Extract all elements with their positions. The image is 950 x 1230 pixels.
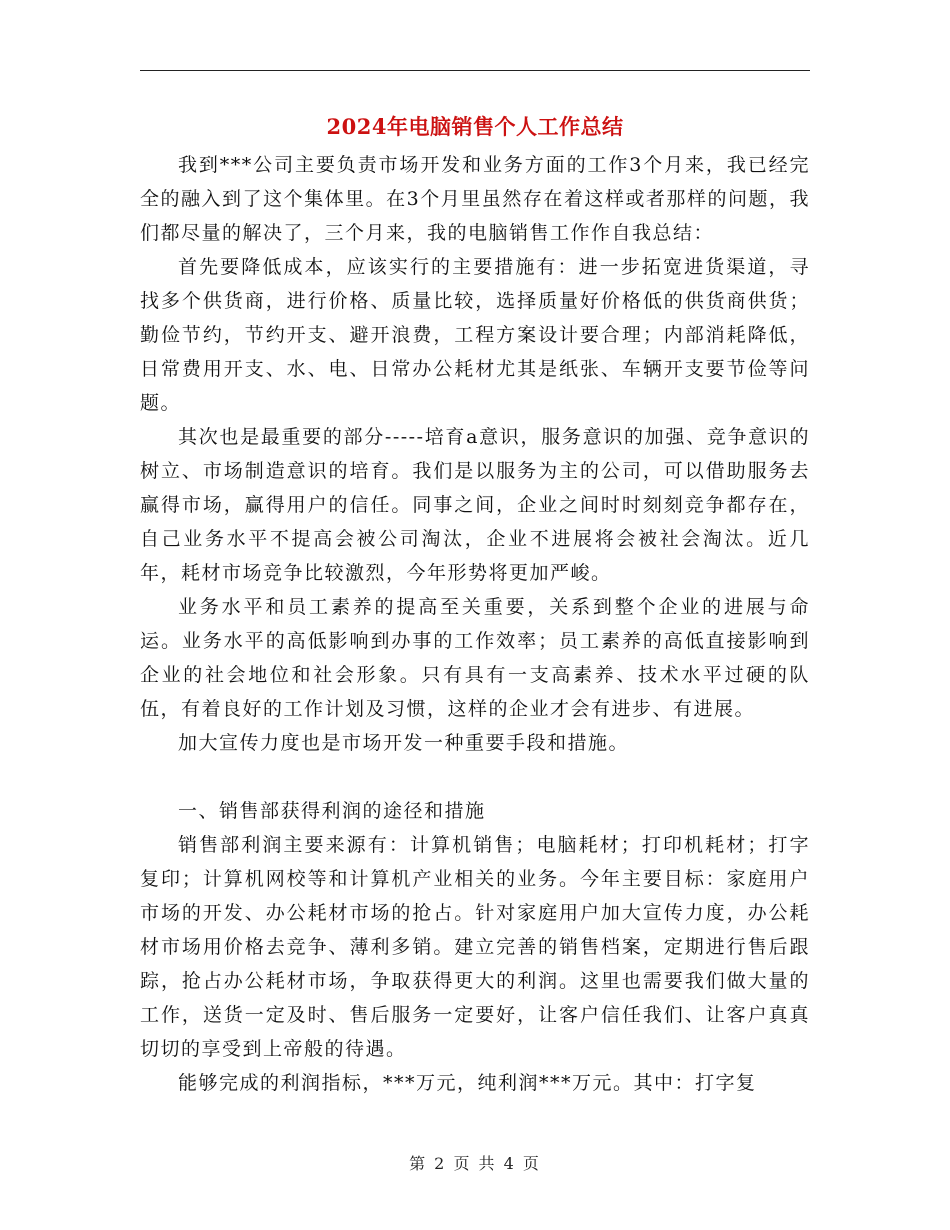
paragraph-publicity: 加大宣传力度也是市场开发一种重要手段和措施。 (178, 732, 630, 754)
page-number-footer: 第 2 页 共 4 页 (409, 1154, 541, 1173)
paragraph-service-awareness: 其次也是最重要的部分-----培育a意识，服务意识的加强、竞争意识的树立、市场制造意识的培育。我们是以服务为主的公司，可以借助服务去赢得市场，赢得用户的信任。同事之间，企业之间时时刻刻竞争都存在，自己业务水平不提高会被公司淘汰，企业不进展将会被社会淘汰。近几年，耗材市场竞争比较激烈，今年形势将更加严峻。 (140, 426, 810, 584)
paragraph-cost-reduction: 首先要降低成本，应该实行的主要措施有：进一步拓宽进货渠道，寻找多个供货商，进行价格、质量比较，选择质量好价格低的供货商供货；勤俭节约，节约开支、避开浪费，工程方案设计要合理；内部消耗降低，日常费用开支、水、电、日常办公耗材尤其是纸张、车辆开支要节俭等问题。 (140, 256, 810, 414)
paragraph-intro: 我到***公司主要负责市场开发和业务方面的工作3个月来，我已经完全的融入到了这个集体里。在3个月里虽然存在着这样或者那样的问题，我们都尽量的解决了，三个月来，我的电脑销售工作作自我总结： (140, 154, 810, 244)
document-title: 2024年电脑销售个人工作总结 (326, 114, 624, 139)
header-rule (140, 70, 810, 71)
section-heading: 一、销售部获得利润的途径和措施 (178, 800, 486, 822)
document-body (140, 148, 810, 1100)
paragraph-profit-targets: 能够完成的利润指标，***万元，纯利润***万元。其中：打字复 (178, 1072, 757, 1094)
paragraph-staff-quality: 业务水平和员工素养的提高至关重要，关系到整个企业的进展与命运。业务水平的高低影响到办事的工作效率；员工素养的高低直接影响到企业的社会地位和社会形象。只有具有一支高素养、技术水平过硬的队伍，有着良好的工作计划及习惯，这样的企业才会有进步、有进展。 (140, 596, 810, 720)
paragraph-profit-sources: 销售部利润主要来源有：计算机销售；电脑耗材；打印机耗材；打字复印；计算机网校等和计算机产业相关的业务。今年主要目标：家庭用户市场的开发、办公耗材市场的抢占。针对家庭用户加大宣传力度，办公耗材市场用价格去竞争、薄利多销。建立完善的销售档案，定期进行售后跟踪，抢占办公耗材市场，争取获得更大的利润。这里也需要我们做大量的工作，送货一定及时、售后服务一定要好，让客户信任我们、让客户真真切切的享受到上帝般的待遇。 (140, 834, 810, 1060)
